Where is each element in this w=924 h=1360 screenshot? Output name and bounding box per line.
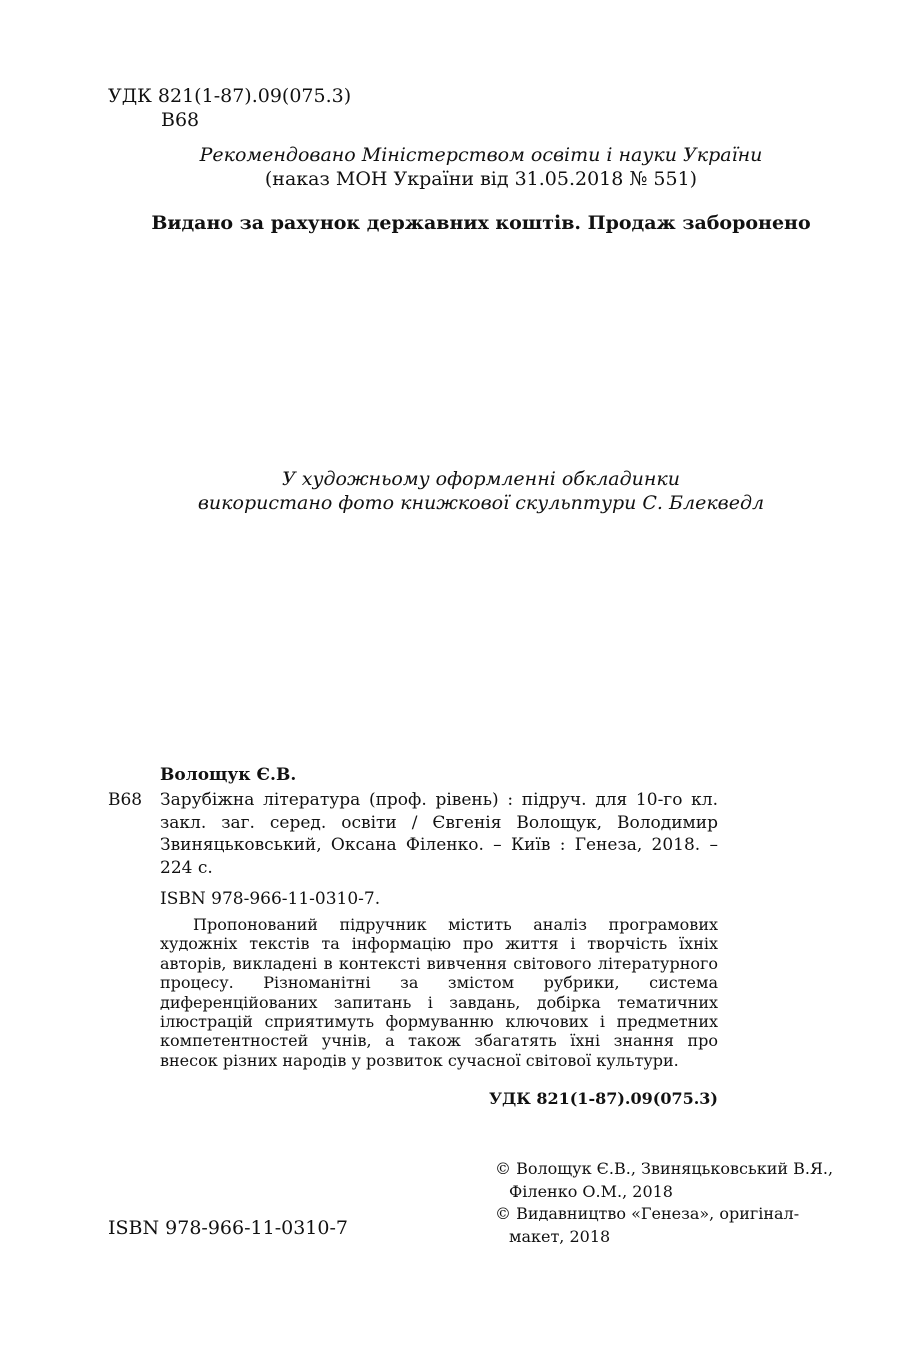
bbk-code-top: В68 (161, 109, 200, 131)
catalog-bbk-code: В68 (108, 790, 143, 810)
catalog-isbn: ISBN 978-966-11-0310-7. (160, 889, 381, 909)
cover-credit-line-2: використано фото книжкової скульптури С. Блекведл (197, 492, 765, 514)
copyright-authors-cont: Філенко О.М., 2018 (509, 1181, 673, 1201)
sale-prohibited-notice: Видано за рахунок державних коштів. Продаж заборонено (151, 212, 811, 234)
copyright-block (495, 1158, 875, 1248)
recommendation-line: Рекомендовано Міністерством освіти і науки України (199, 144, 763, 166)
isbn-bottom: ISBN 978-966-11-0310-7 (108, 1217, 348, 1239)
udk-code-top: УДК 821(1-87).09(075.3) (108, 85, 352, 107)
cover-credit-line-1: У художньому оформленні обкладинки (281, 468, 681, 490)
ministry-order-line: (наказ МОН України від 31.05.2018 № 551) (264, 168, 698, 190)
catalog-udk-code: УДК 821(1-87).09(075.3) (489, 1089, 718, 1108)
book-annotation: Пропонований підручник містить аналіз програмових художніх текстів та інформацію про життя і творчість їхніх авторів, викладені в контексті вивчення світового літературного процесу. Різноманітні за змістом рубрики, система диференційованих запитань і завдань, добірка тематичних ілюстрацій сприятимуть формуванню ключових і предметних компетентностей учнів, а також збагатять їхні знання про внесок різних народів у розвиток сучасної світової культури. (160, 915, 718, 1070)
copyright-publisher-cont: макет, 2018 (509, 1226, 611, 1246)
catalog-description: Зарубіжна література (проф. рівень) : підруч. для 10-го кл. закл. заг. серед. освіти / Євгенія Волощук, Володимир Звиняцьковський, Оксана Філенко. – Київ : Генеза, 2018. – 224 с. (160, 790, 718, 878)
copyright-publisher: © Видавництво «Генеза», оригінал- (495, 1204, 800, 1223)
copyright-authors: © Волощук Є.В., Звиняцьковський В.Я., (495, 1159, 834, 1178)
catalog-author: Волощук Є.В. (160, 765, 297, 785)
